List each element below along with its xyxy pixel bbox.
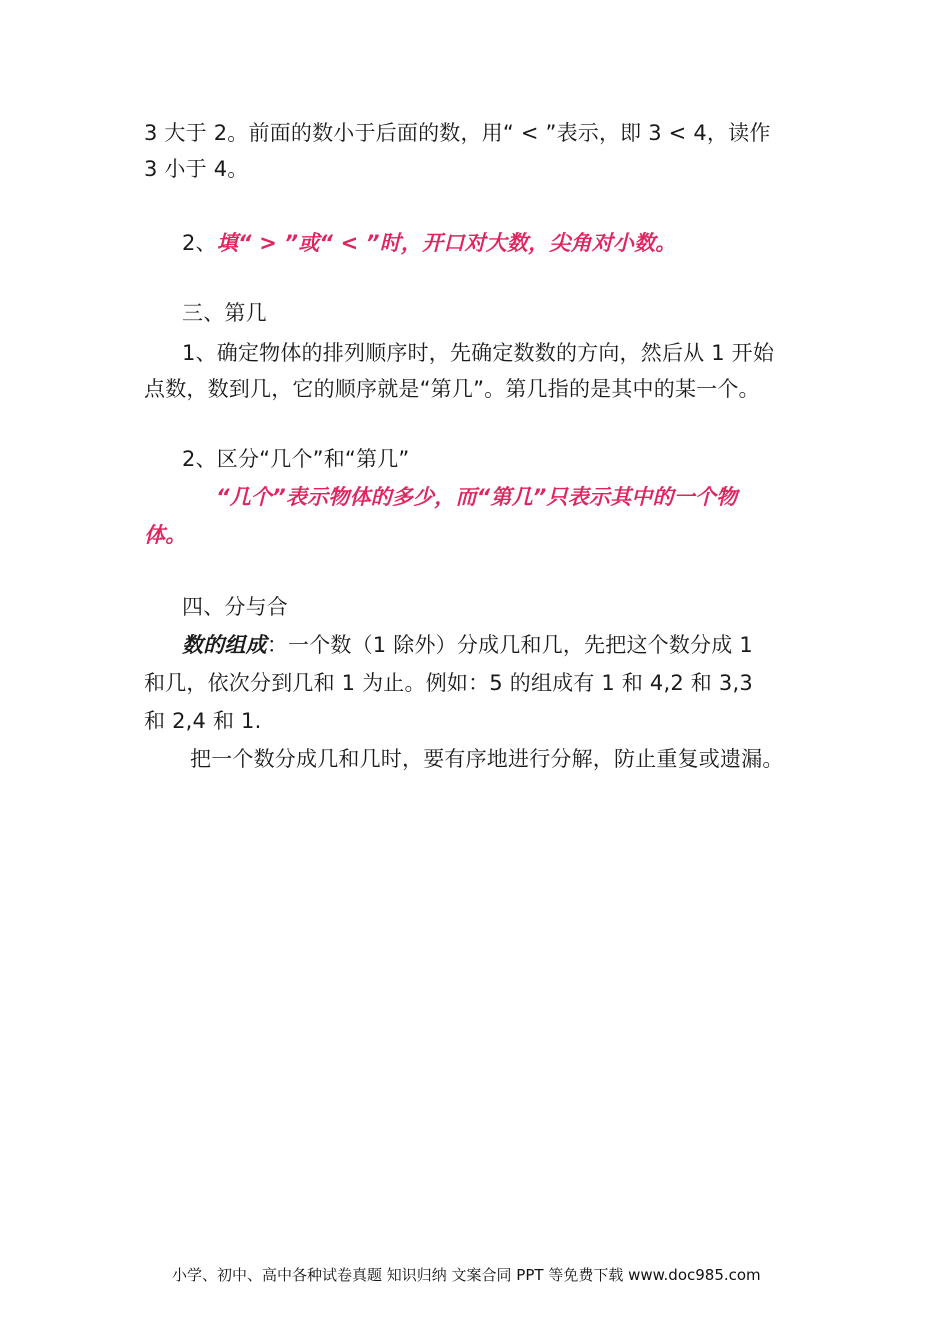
- paragraph-line: 和几，依次分到几和 1 为止。例如：5 的组成有 1 和 4,2 和 3,3: [144, 671, 753, 695]
- rule-item: [182, 228, 677, 258]
- definition-term: 数的组成: [182, 633, 267, 657]
- subsection-heading: 2、区分“几个”和“第几”: [182, 447, 410, 471]
- emphasis-note-line: 体。: [144, 523, 187, 547]
- section-title: 三、第几: [182, 301, 267, 325]
- paragraph-line: 和 2,4 和 1.: [144, 709, 262, 733]
- rule-number: 2、: [182, 231, 217, 255]
- paragraph-line: 1、确定物体的排列顺序时，先确定数数的方向，然后从 1 开始: [182, 341, 775, 365]
- emphasis-note-line: “几个”表示物体的多少，而“第几”只表示其中的一个物: [216, 485, 738, 509]
- paragraph-line: 3 小于 4。: [144, 157, 249, 181]
- paragraph-line: 点数，数到几，它的顺序就是“第几”。第几指的是其中的某一个。: [144, 377, 760, 401]
- paragraph-line: 把一个数分成几和几时，要有序地进行分解，防止重复或遗漏。: [190, 747, 784, 771]
- definition-text: ：一个数（1 除外）分成几和几，先把这个数分成 1: [266, 633, 753, 657]
- rule-emphasis: 填“ > ”或“ < ”时，开口对大数，尖角对小数。: [216, 231, 677, 255]
- definition-line: [182, 630, 753, 660]
- paragraph-line: 3 大于 2。前面的数小于后面的数，用“ < ”表示，即 3 < 4，读作: [144, 121, 771, 145]
- footer-text: 小学、初中、高中各种试卷真题 知识归纳 文案合同 PPT 等免费下载 www.doc985.com: [172, 1266, 761, 1284]
- section-title: 四、分与合: [182, 595, 288, 619]
